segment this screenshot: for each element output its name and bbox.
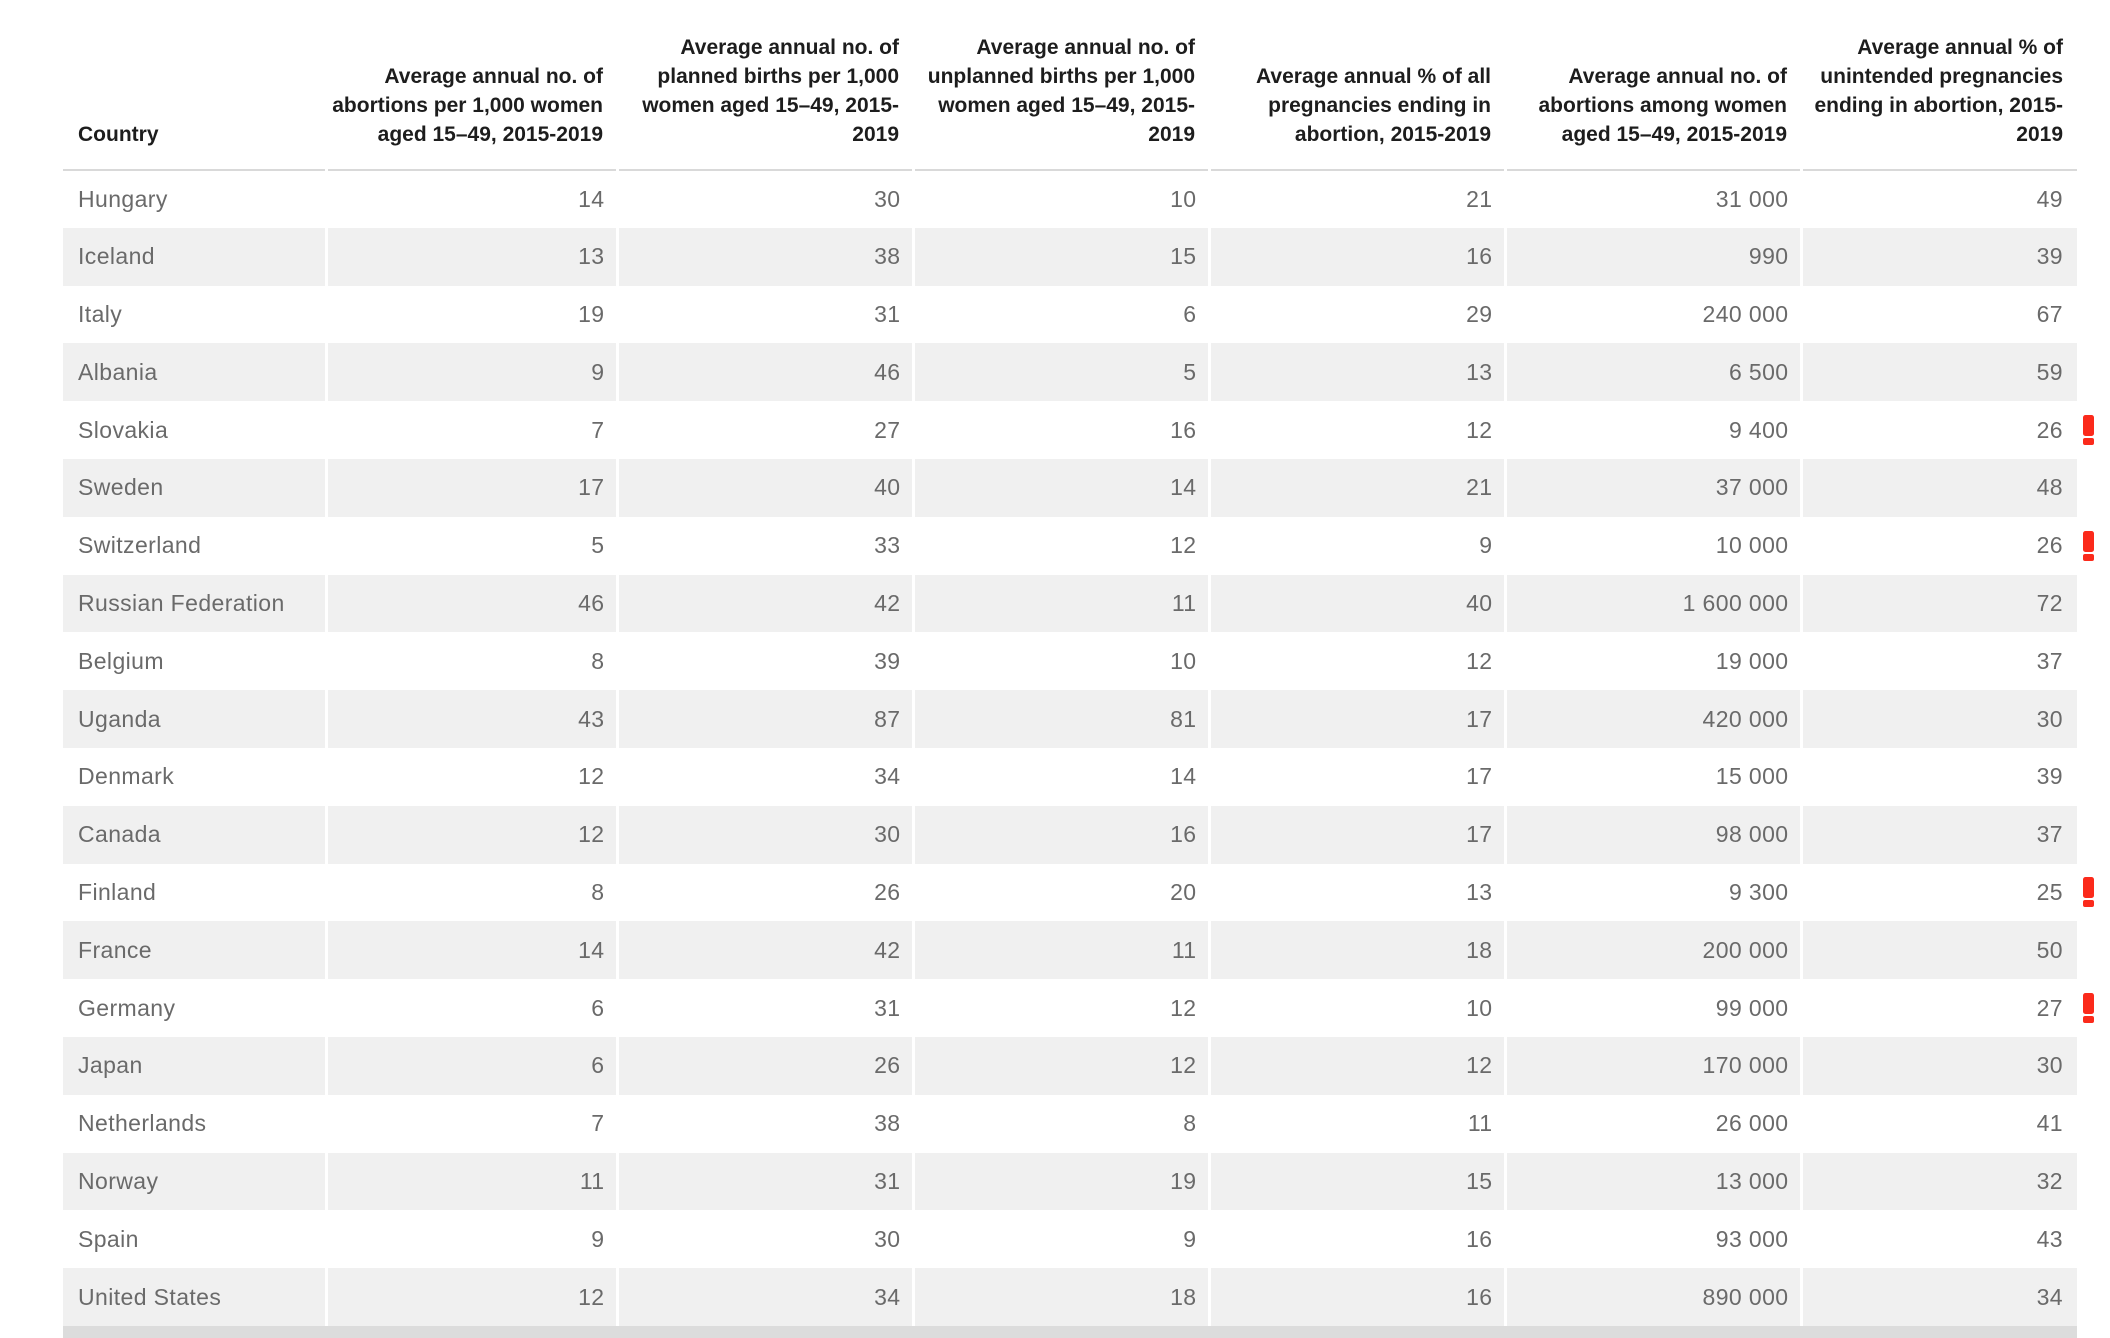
value-text: 10 000: [1715, 532, 1789, 559]
value-text: 13: [578, 243, 605, 270]
value-cell: [617, 575, 913, 633]
value-text: 11: [1171, 936, 1197, 963]
value-cell: [1801, 1268, 2077, 1326]
value-text: 31: [874, 300, 901, 327]
value-text: 5: [1183, 358, 1197, 385]
value-cell: [913, 517, 1209, 575]
value-cell: [1209, 575, 1505, 633]
value-cell: [1209, 343, 1505, 401]
value-cell: [617, 1210, 913, 1268]
value-text: 15: [1170, 243, 1197, 270]
value-cell: [617, 864, 913, 922]
table-row: [63, 690, 2077, 748]
value-text: 17: [1466, 821, 1493, 848]
table-row: [63, 170, 2077, 228]
value-text: 34: [874, 1283, 901, 1310]
value-text: 8: [591, 878, 605, 905]
value-text: 39: [2036, 243, 2063, 270]
value-cell: [617, 1095, 913, 1153]
value-cell: [913, 343, 1209, 401]
exclamation-icon: [2083, 877, 2094, 907]
value-text: 50: [2036, 936, 2063, 963]
value-cell: [326, 575, 617, 633]
value-text: 39: [874, 647, 901, 674]
value-text: 19: [578, 300, 605, 327]
value-cell: [1801, 343, 2077, 401]
value-text: 11: [579, 1167, 605, 1194]
value-text: 46: [874, 358, 901, 385]
value-text: 13 000: [1715, 1167, 1789, 1194]
value-text: 99 000: [1715, 994, 1789, 1021]
value-text: 9: [591, 1225, 605, 1252]
value-cell: [1505, 401, 1801, 459]
value-cell: [1209, 228, 1505, 286]
value-text: 25: [2036, 878, 2063, 905]
table-row: [63, 1037, 2077, 1095]
value-cell: [1505, 1153, 1801, 1211]
value-text: 48: [2036, 474, 2063, 501]
value-text: 1 600 000: [1682, 589, 1789, 616]
value-text: 17: [1466, 763, 1493, 790]
value-text: 12: [1466, 416, 1493, 443]
table-row: [63, 459, 2077, 517]
value-cell: [913, 1210, 1209, 1268]
value-cell: [1505, 748, 1801, 806]
value-cell: [326, 517, 617, 575]
value-text: 16: [1466, 1283, 1493, 1310]
value-text: 16: [1466, 243, 1493, 270]
value-text: 81: [1170, 705, 1197, 732]
value-cell: [326, 1153, 617, 1211]
value-cell: [1209, 979, 1505, 1037]
value-text: 34: [2036, 1283, 2063, 1310]
table-row: [63, 1268, 2077, 1326]
value-cell: [1209, 517, 1505, 575]
value-text: 26: [874, 878, 901, 905]
value-cell: [1505, 343, 1801, 401]
value-cell: [617, 806, 913, 864]
value-cell: [326, 921, 617, 979]
country-cell: Uganda: [63, 690, 326, 748]
value-cell: [1209, 170, 1505, 228]
value-text: 72: [2036, 589, 2063, 616]
value-text: 7: [591, 416, 605, 443]
value-cell: [617, 401, 913, 459]
table-row: [63, 1095, 2077, 1153]
value-cell: [326, 632, 617, 690]
value-cell: [326, 690, 617, 748]
value-cell: [326, 1210, 617, 1268]
value-cell: [1801, 228, 2077, 286]
value-text: 19: [1170, 1167, 1197, 1194]
value-text: 6 500: [1728, 358, 1789, 385]
value-cell: [1505, 1095, 1801, 1153]
value-text: 18: [1170, 1283, 1197, 1310]
value-text: 18: [1466, 936, 1493, 963]
value-text: 9: [591, 358, 605, 385]
exclamation-icon: [2083, 531, 2094, 561]
value-cell: [1209, 748, 1505, 806]
value-text: 34: [874, 763, 901, 790]
value-text: 16: [1466, 1225, 1493, 1252]
table-row: [63, 632, 2077, 690]
value-cell: [617, 1037, 913, 1095]
value-text: 30: [874, 1225, 901, 1252]
column-header-pct-pregnancies: Average annual % of all pregnancies ending in abortion, 2015-2019: [1209, 0, 1505, 170]
column-header-abortions-count: Average annual no. of abortions among women aged 15–49, 2015-2019: [1505, 0, 1801, 170]
value-text: 12: [578, 1283, 605, 1310]
value-text: 12: [1170, 1052, 1197, 1079]
country-cell: Belgium: [63, 632, 326, 690]
column-header-country: Country: [63, 0, 326, 170]
table-row: [63, 401, 2077, 459]
value-text: 93 000: [1715, 1225, 1789, 1252]
value-cell: [913, 921, 1209, 979]
table-row: [63, 343, 2077, 401]
value-text: 37 000: [1715, 474, 1789, 501]
value-text: 17: [1466, 705, 1493, 732]
value-cell: [913, 459, 1209, 517]
value-text: 31: [874, 1167, 901, 1194]
value-text: 43: [2036, 1225, 2063, 1252]
value-cell: [913, 228, 1209, 286]
value-cell: [1209, 286, 1505, 344]
value-cell: [326, 459, 617, 517]
value-cell: [1801, 517, 2077, 575]
value-text: 17: [578, 474, 605, 501]
value-text: 12: [578, 763, 605, 790]
value-text: 7: [591, 1110, 605, 1137]
value-cell: [1505, 1037, 1801, 1095]
value-cell: [1209, 921, 1505, 979]
value-cell: [617, 1268, 913, 1326]
country-cell: Finland: [63, 864, 326, 922]
country-cell: United States: [63, 1268, 326, 1326]
country-cell: Slovakia: [63, 401, 326, 459]
value-cell: [1505, 170, 1801, 228]
value-cell: [617, 979, 913, 1037]
value-cell: [617, 517, 913, 575]
value-text: 27: [874, 416, 901, 443]
value-text: 170 000: [1702, 1052, 1789, 1079]
value-text: 10: [1170, 647, 1197, 674]
value-text: 12: [1170, 994, 1197, 1021]
value-cell: [1505, 864, 1801, 922]
value-cell: [1801, 1153, 2077, 1211]
column-header-planned-births: Average annual no. of planned births per 1,000 women aged 15–49, 2015-2019: [617, 0, 913, 170]
exclamation-icon: [2083, 415, 2094, 445]
value-text: 6: [591, 1052, 605, 1079]
value-cell: [1801, 170, 2077, 228]
value-cell: [617, 690, 913, 748]
value-text: 15 000: [1715, 763, 1789, 790]
value-cell: [326, 806, 617, 864]
value-text: 40: [1466, 589, 1493, 616]
header-row: [63, 0, 2077, 170]
value-text: 14: [578, 936, 605, 963]
value-cell: [1801, 864, 2077, 922]
exclamation-icon: [2083, 993, 2094, 1023]
value-cell: [617, 228, 913, 286]
value-cell: [913, 632, 1209, 690]
value-cell: [1209, 1037, 1505, 1095]
value-text: 16: [1170, 416, 1197, 443]
value-text: 890 000: [1702, 1283, 1789, 1310]
value-text: 14: [1170, 763, 1197, 790]
value-text: 14: [1170, 474, 1197, 501]
value-text: 43: [578, 705, 605, 732]
table-row: [63, 864, 2077, 922]
value-cell: [1801, 1210, 2077, 1268]
value-text: 12: [1466, 1052, 1493, 1079]
value-text: 40: [874, 474, 901, 501]
value-cell: [617, 459, 913, 517]
country-cell: Spain: [63, 1210, 326, 1268]
value-text: 10: [1170, 185, 1197, 212]
value-text: 39: [2036, 763, 2063, 790]
value-cell: [913, 690, 1209, 748]
value-cell: [1505, 517, 1801, 575]
value-text: 10: [1466, 994, 1493, 1021]
value-cell: [326, 170, 617, 228]
value-cell: [617, 921, 913, 979]
value-cell: [1801, 1095, 2077, 1153]
country-cell: Iceland: [63, 228, 326, 286]
value-text: 21: [1466, 474, 1493, 501]
value-cell: [913, 170, 1209, 228]
country-cell: Hungary: [63, 170, 326, 228]
value-text: 37: [2036, 821, 2063, 848]
value-text: 46: [578, 589, 605, 616]
value-cell: [1209, 632, 1505, 690]
value-cell: [1505, 228, 1801, 286]
country-cell: Japan: [63, 1037, 326, 1095]
value-text: 38: [874, 1110, 901, 1137]
country-cell: Sweden: [63, 459, 326, 517]
value-cell: [913, 575, 1209, 633]
value-cell: [617, 286, 913, 344]
value-text: 29: [1466, 300, 1493, 327]
value-text: 42: [874, 936, 901, 963]
value-cell: [1801, 1037, 2077, 1095]
value-cell: [1209, 1268, 1505, 1326]
value-text: 420 000: [1702, 705, 1789, 732]
table-row: [63, 575, 2077, 633]
value-text: 13: [1466, 358, 1493, 385]
value-text: 27: [2036, 994, 2063, 1021]
value-cell: [1801, 806, 2077, 864]
value-cell: [617, 170, 913, 228]
value-cell: [913, 1095, 1209, 1153]
value-text: 9 300: [1728, 878, 1789, 905]
value-cell: [1505, 575, 1801, 633]
value-cell: [913, 864, 1209, 922]
value-cell: [326, 343, 617, 401]
table-row: [63, 748, 2077, 806]
value-text: 42: [874, 589, 901, 616]
value-cell: [913, 1037, 1209, 1095]
value-cell: [1801, 690, 2077, 748]
value-cell: [617, 343, 913, 401]
country-cell: Albania: [63, 343, 326, 401]
value-cell: [913, 979, 1209, 1037]
value-text: 12: [1466, 647, 1493, 674]
value-cell: [1801, 575, 2077, 633]
value-cell: [1505, 459, 1801, 517]
table-row: [63, 1210, 2077, 1268]
value-text: 13: [1466, 878, 1493, 905]
value-cell: [1801, 979, 2077, 1037]
value-cell: [1209, 401, 1505, 459]
value-cell: [326, 1268, 617, 1326]
value-text: 11: [1467, 1110, 1493, 1137]
value-text: 98 000: [1715, 821, 1789, 848]
value-cell: [326, 401, 617, 459]
value-text: 19 000: [1715, 647, 1789, 674]
value-text: 30: [874, 185, 901, 212]
value-text: 30: [874, 821, 901, 848]
table-row: [63, 806, 2077, 864]
value-cell: [1209, 1095, 1505, 1153]
value-cell: [913, 401, 1209, 459]
value-text: 8: [1183, 1110, 1197, 1137]
value-cell: [326, 979, 617, 1037]
value-text: 8: [591, 647, 605, 674]
table-row: [63, 1153, 2077, 1211]
value-text: 6: [591, 994, 605, 1021]
value-cell: [326, 228, 617, 286]
table-row: [63, 517, 2077, 575]
value-cell: [913, 806, 1209, 864]
value-text: 20: [1170, 878, 1197, 905]
country-cell: Italy: [63, 286, 326, 344]
statistics-table: [63, 0, 2077, 1326]
value-text: 33: [874, 532, 901, 559]
value-cell: [1209, 1210, 1505, 1268]
value-cell: [1801, 632, 2077, 690]
value-cell: [1801, 459, 2077, 517]
value-cell: [913, 286, 1209, 344]
country-cell: Russian Federation: [63, 575, 326, 633]
value-cell: [1505, 690, 1801, 748]
value-text: 200 000: [1702, 936, 1789, 963]
value-cell: [1505, 286, 1801, 344]
value-text: 30: [2036, 705, 2063, 732]
value-cell: [1505, 979, 1801, 1037]
value-cell: [1209, 690, 1505, 748]
value-cell: [1505, 1268, 1801, 1326]
value-text: 12: [578, 821, 605, 848]
value-text: 38: [874, 243, 901, 270]
value-text: 14: [578, 185, 605, 212]
country-cell: Canada: [63, 806, 326, 864]
value-text: 12: [1170, 532, 1197, 559]
value-cell: [326, 1095, 617, 1153]
value-text: 26: [874, 1052, 901, 1079]
value-text: 26: [2036, 416, 2063, 443]
value-text: 31 000: [1715, 185, 1789, 212]
value-text: 16: [1170, 821, 1197, 848]
value-cell: [617, 1153, 913, 1211]
value-cell: [617, 748, 913, 806]
value-text: 26: [2036, 532, 2063, 559]
table-row: [63, 286, 2077, 344]
column-header-unplanned-births: Average annual no. of unplanned births per 1,000 women aged 15–49, 2015-2019: [913, 0, 1209, 170]
value-text: 30: [2036, 1052, 2063, 1079]
value-cell: [913, 1268, 1209, 1326]
value-text: 41: [2036, 1110, 2063, 1137]
value-cell: [1505, 632, 1801, 690]
value-text: 9: [1183, 1225, 1197, 1252]
value-cell: [326, 864, 617, 922]
value-cell: [326, 1037, 617, 1095]
partial-next-row: [63, 1326, 2077, 1338]
value-cell: [913, 748, 1209, 806]
value-text: 37: [2036, 647, 2063, 674]
value-text: 5: [591, 532, 605, 559]
table-body: [63, 170, 2077, 1326]
country-cell: Denmark: [63, 748, 326, 806]
value-text: 990: [1748, 243, 1789, 270]
value-cell: [617, 632, 913, 690]
column-header-abortion-rate: Average annual no. of abortions per 1,000 women aged 15–49, 2015-2019: [326, 0, 617, 170]
value-text: 11: [1171, 589, 1197, 616]
value-text: 21: [1466, 185, 1493, 212]
table-row: [63, 921, 2077, 979]
value-text: 67: [2036, 300, 2063, 327]
value-text: 59: [2036, 358, 2063, 385]
value-text: 9: [1479, 532, 1493, 559]
value-text: 32: [2036, 1167, 2063, 1194]
value-cell: [1209, 806, 1505, 864]
value-cell: [1801, 921, 2077, 979]
value-cell: [1505, 806, 1801, 864]
value-text: 6: [1183, 300, 1197, 327]
value-cell: [326, 286, 617, 344]
value-cell: [1801, 748, 2077, 806]
value-cell: [1505, 921, 1801, 979]
value-cell: [326, 748, 617, 806]
value-text: 87: [874, 705, 901, 732]
country-cell: Netherlands: [63, 1095, 326, 1153]
value-cell: [1209, 864, 1505, 922]
table-row: [63, 228, 2077, 286]
value-cell: [1209, 1153, 1505, 1211]
value-cell: [1801, 286, 2077, 344]
country-cell: Germany: [63, 979, 326, 1037]
value-text: 240 000: [1702, 300, 1789, 327]
country-cell: France: [63, 921, 326, 979]
country-cell: Norway: [63, 1153, 326, 1211]
value-cell: [1505, 1210, 1801, 1268]
value-text: 31: [874, 994, 901, 1021]
table-header: [63, 0, 2077, 170]
column-header-pct-unintended: Average annual % of unintended pregnancies ending in abortion, 2015-2019: [1801, 0, 2077, 170]
value-text: 9 400: [1728, 416, 1789, 443]
country-cell: Switzerland: [63, 517, 326, 575]
value-text: 15: [1466, 1167, 1493, 1194]
value-cell: [1209, 459, 1505, 517]
value-cell: [1801, 401, 2077, 459]
table-row: [63, 979, 2077, 1037]
value-text: 26 000: [1715, 1110, 1789, 1137]
value-text: 49: [2036, 185, 2063, 212]
value-cell: [913, 1153, 1209, 1211]
